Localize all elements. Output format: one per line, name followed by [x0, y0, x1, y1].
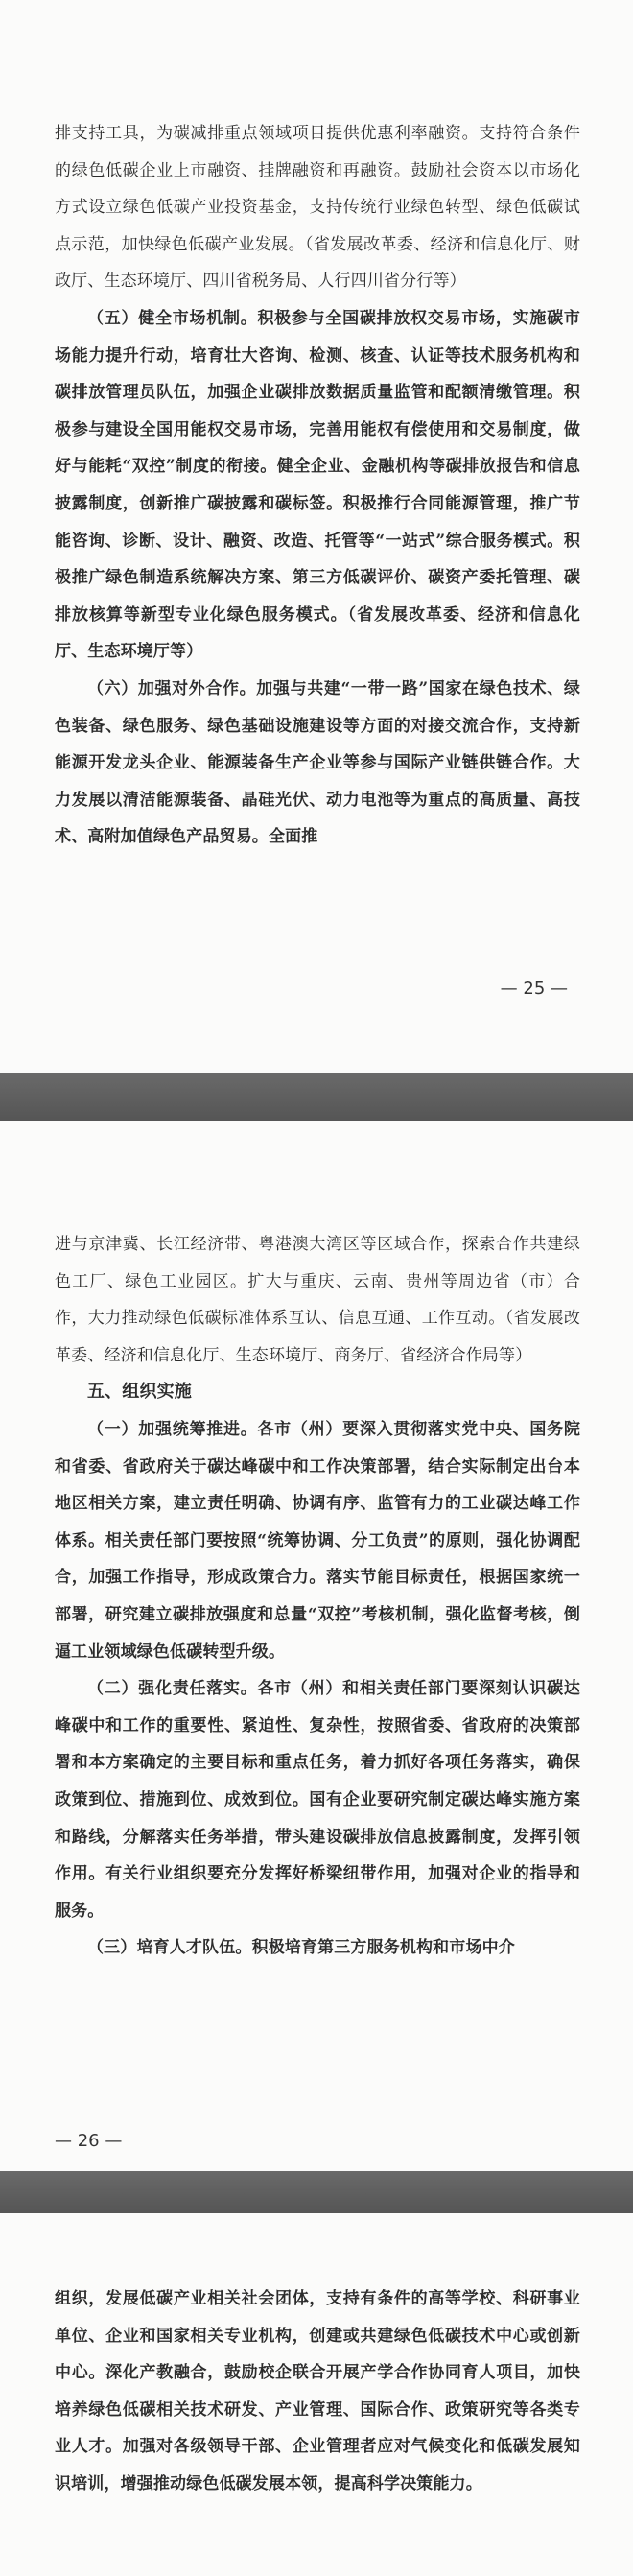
page-body	[55, 2281, 580, 2503]
page-number: — 26 —	[55, 2131, 123, 2151]
document-page-25	[0, 0, 633, 1073]
page-body	[55, 115, 580, 856]
document-page-27	[0, 2213, 633, 2576]
paragraph-continued: 排支持工具，为碳减排重点领域项目提供优惠利率融资。支持符合条件的绿色低碳企业上市融资、挂牌融资和再融资。鼓励社会资本以市场化方式设立绿色低碳产业投资基金，支持传统行业绿色转型、绿色低碳试点示范，加快绿色低碳产业发展。（省发展改革委、经济和信息化厅、财政厅、生态环境厅、四川省税务局、人行四川省分行等）	[55, 124, 580, 292]
paragraph-market-mechanism: （五）健全市场机制。积极参与全国碳排放权交易市场，实施碳市场能力提升行动，培育壮大咨询、检测、核查、认证等技术服务机构和碳排放管理员队伍，加强企业碳排放数据质量监管和配额清缴管理。积极参与建设全国用能权交易市场，完善用能权有偿使用和交易制度，做好与能耗“双控”制度的衔接。健全企业、金融机构等碳排放报告和信息披露制度，创新推广碳披露和碳标签。积极推行合同能源管理，推广节能咨询、诊断、设计、融资、改造、托管等“一站式”综合服务模式。积极推广绿色制造系统解决方案、第三方低碳评价、碳资产委托管理、碳排放核算等新型专业化绿色服务模式。（省发展改革委、经济和信息化厅、生态环境厅等）	[55, 308, 580, 662]
paragraph-continued: 进与京津冀、长江经济带、粤港澳大湾区等区域合作，探索合作共建绿色工厂、绿色工业园区。扩大与重庆、云南、贵州等周边省（市）合作，大力推动绿色低碳标准体系互认、信息互通、工作互动。（省发展改革委、经济和信息化厅、生态环境厅、商务厅、省经济合作局等）	[55, 1235, 580, 1365]
page-separator	[0, 1073, 633, 1121]
page-separator	[0, 2171, 633, 2213]
paragraph-continued: 组织，发展低碳产业相关社会团体，支持有条件的高等学校、科研事业单位、企业和国家相关专业机构，创建或共建绿色低碳技术中心或创新中心。深化产教融合，鼓励校企联合开展产学合作协同育人项目，加快培养绿色低碳相关技术研发、产业管理、国际合作、政策研究等各类专业人才。加强对各级领导干部、企业管理者应对气候变化和低碳发展知识培训，增强推动绿色低碳发展本领，提高科学决策能力。	[55, 2289, 580, 2493]
paragraph-foreign-cooperation: （六）加强对外合作。加强与共建“一带一路”国家在绿色技术、绿色装备、绿色服务、绿色基础设施建设等方面的对接交流合作，支持新能源开发龙头企业、能源装备生产企业等参与国际产业链供链合作。大力发展以清洁能源装备、晶硅光伏、动力电池等为重点的高质量、高技术、高附加值绿色产品贸易。全面推	[55, 678, 580, 847]
paragraph-coordination: （一）加强统筹推进。各市（州）要深入贯彻落实党中央、国务院和省委、省政府关于碳达峰碳中和工作决策部署，结合实际制定出台本地区相关方案，建立责任明确、协调有序、监管有力的工业碳达峰工作体系。相关责任部门要按照“统筹协调、分工负责”的原则，强化协调配合，加强工作指导，形成政策合力。落实节能目标责任，根据国家统一部署，研究建立碳排放强度和总量“双控”考核机制，强化监督考核，倒逼工业领域绿色低碳转型升级。	[55, 1419, 580, 1662]
page-number: — 25 —	[500, 979, 568, 999]
document-page-26	[0, 1121, 633, 2171]
section-heading: 五、组织实施	[87, 1382, 192, 1403]
paragraph-talent: （三）培育人才队伍。积极培育第三方服务机构和市场中介	[87, 1938, 515, 1958]
paragraph-responsibility: （二）强化责任落实。各市（州）和相关责任部门要深刻认识碳达峰碳中和工作的重要性、紧迫性、复杂性，按照省委、省政府的决策部署和本方案确定的主要目标和重点任务，着力抓好各项任务落实，确保政策到位、措施到位、成效到位。国有企业要研究制定碳达峰实施方案和路线，分解落实任务举措，带头建设碳排放信息披露制度，发挥引领作用。有关行业组织要充分发挥好桥梁纽带作用，加强对企业的指导和服务。	[55, 1679, 580, 1921]
page-body	[55, 1226, 580, 1967]
